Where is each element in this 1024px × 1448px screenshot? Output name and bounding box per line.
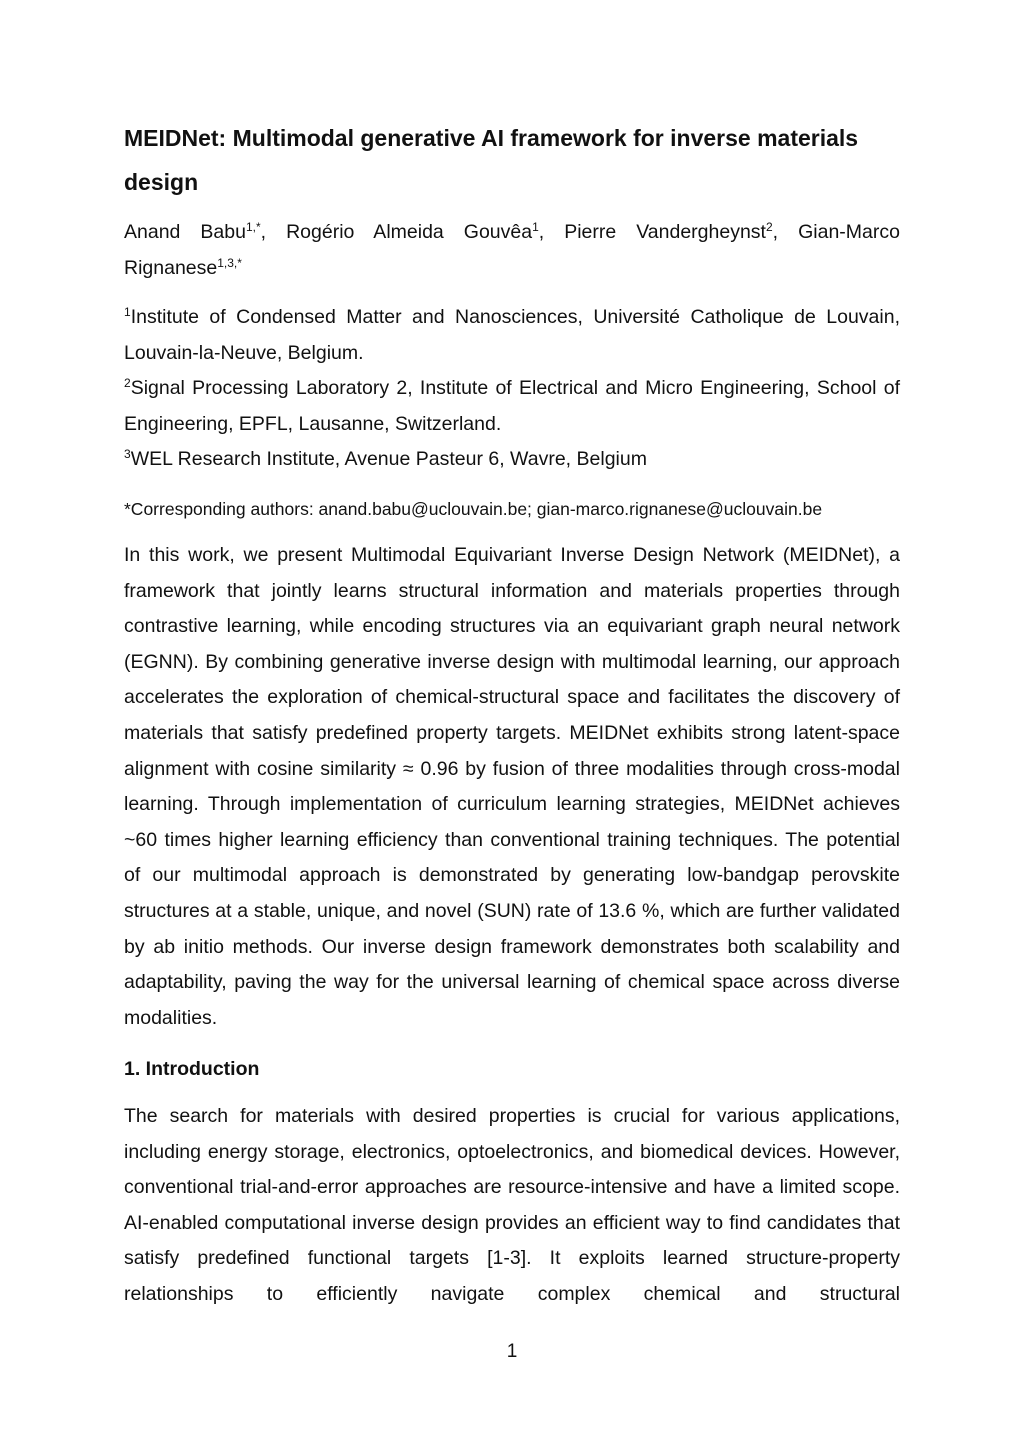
author-name: Pierre Vandergheynst (564, 221, 766, 243)
affiliation (124, 442, 900, 478)
affiliation (124, 371, 900, 442)
author (564, 221, 798, 243)
section-heading-introduction: 1. Introduction (124, 1058, 260, 1080)
paper-title: MEIDNet: Multimodal generative AI framework for inverse materials design (124, 125, 859, 195)
author-name: Anand Babu (124, 221, 246, 243)
author-superscript: 2 (765, 220, 773, 234)
affiliation-number: 2 (124, 376, 131, 390)
author-separator: , (772, 221, 799, 243)
author-name: Gian-Marco Rignanese (124, 221, 900, 279)
author (124, 221, 286, 243)
author (286, 221, 564, 243)
abstract: In this work, we present Multimodal Equivariant Inverse Design Network (MEIDNet), a framework that jointly learns structural information and materials properties through contrastive learning, while encoding structures via an equivariant graph neural network (EGNN). By combining generative inverse design with multimodal learning, our approach accelerates the exploration of chemical-structural space and facilitates the discovery of materials that satisfy predefined property targets. MEIDNet exhibits strong latent-space alignment with cosine similarity ≈ 0.96 by fusion of three modalities through cross-modal learning. Through implementation of curriculum learning strategies, MEIDNet achieves ~60 times higher learning efficiency than conventional training techniques. The potential of our multimodal approach is demonstrated by generating low-bandgap perovskite structures at a stable, unique, and novel (SUN) rate of 13.6 %, which are further validated by ab initio methods. Our inverse design framework demonstrates both scalability and adaptability, paving the way for the universal learning of chemical space across diverse modalities. (124, 544, 900, 1029)
affiliation-text: Institute of Condensed Matter and Nanosciences, Université Catholique de Louvain, Louvain-la-Neuve, Belgium. (124, 306, 900, 364)
affiliation-text: WEL Research Institute, Avenue Pasteur 6, Wavre, Belgium (130, 448, 647, 470)
author-separator: , (538, 221, 565, 243)
page-number: 1 (506, 1341, 518, 1362)
author-name: Rogério Almeida Gouvêa (286, 221, 533, 243)
author-superscript: 1 (532, 220, 539, 234)
author-separator: , (260, 221, 287, 243)
corresponding-authors: *Corresponding authors: anand.babu@uclouvain.be; gian-marco.rignanese@uclouvain.be (124, 499, 823, 519)
author-superscript: 1,* (245, 220, 261, 234)
affiliation-number: 1 (124, 305, 131, 319)
introduction-paragraph: The search for materials with desired properties is crucial for various applications, including energy storage, electronics, optoelectronics, and biomedical devices. However, conventional trial-and-error approaches are resource-intensive and have a limited scope. AI-enabled computational inverse design provides an efficient way to find candidates that satisfy predefined functional targets [1-3]. It exploits learned structure-property relationships to efficiently navigate complex chemical and structural (124, 1105, 900, 1305)
author-superscript: 1,3,* (217, 256, 242, 270)
affiliation-list (124, 300, 900, 478)
affiliation-number: 3 (124, 447, 131, 461)
author-list (124, 214, 900, 286)
affiliation-text: Signal Processing Laboratory 2, Institute of Electrical and Micro Engineering, School of Engineering, EPFL, Lausanne, Switzerland. (124, 377, 900, 435)
affiliation (124, 300, 900, 371)
